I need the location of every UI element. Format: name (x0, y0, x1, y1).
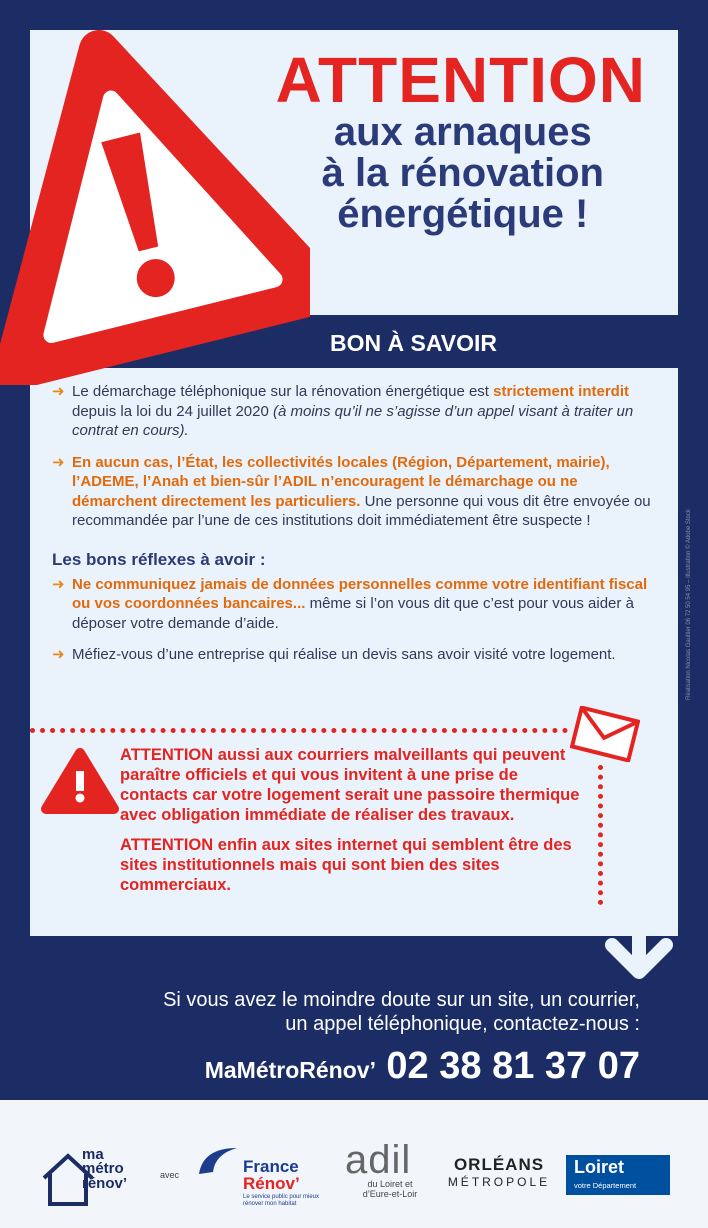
item-italic: (à moins qu’il ne s’agisse d’un appel visant à traiter un contrat en cours). (72, 402, 634, 439)
orleans-metropole-logo (444, 1155, 554, 1189)
item-text: même si l’on vous dit que c’est pour vous aider à déposer votre demande d’aide. (72, 595, 634, 632)
phone-line (205, 1045, 640, 1088)
item-highlight: strictement interdit (493, 383, 629, 400)
metropole-name: MÉTROPOLE (447, 1175, 551, 1189)
contact-brand: MaMétroRénov’ (204, 1057, 376, 1083)
small-warning-icon (40, 745, 120, 815)
list-item (52, 382, 662, 441)
arrow-right-icon: ➜ (52, 383, 65, 400)
arrow-right-icon: ➜ (52, 575, 65, 593)
adil-name: adil (345, 1138, 412, 1182)
mmr-line: métro (82, 1160, 124, 1178)
phone-number[interactable]: 02 38 81 37 07 (386, 1045, 640, 1087)
item-text: Une personne qui vous dit être envoyée ou recommandée par l’une de ces institutions doit immédiatement être suspecte ! (72, 492, 651, 529)
item-text: depuis la loi du 24 juillet 2020 (72, 402, 273, 420)
headline-line-3: énergétique ! (337, 191, 589, 236)
headline-title: ATTENTION (275, 44, 646, 116)
list-item (52, 575, 662, 634)
adil-logo (345, 1140, 435, 1200)
arrow-down-icon (604, 905, 674, 980)
item-highlight: Ne communiquez jamais de données personnelles comme votre identifiant fiscal ou vos coordonnées bancaires... (72, 575, 648, 613)
info-list (52, 382, 662, 677)
headline-line-2: à la rénovation (321, 150, 604, 195)
fr-line: Rénov’ (243, 1174, 300, 1193)
arrow-right-icon: ➜ (52, 646, 65, 664)
headline (275, 44, 646, 236)
contact-line-1: Si vous avez le moindre doute sur un site, un courrier, (163, 989, 640, 1011)
france-renov-name (243, 1158, 300, 1192)
loiret-logo (566, 1155, 670, 1195)
adil-sub-1: du Loiret et (367, 1179, 413, 1189)
alert-courriers: ATTENTION aussi aux courriers malveillants qui peuvent paraître officiels et qui vous invitent à une prise de contacts car votre logement serait une passoire thermique avec obligation immédiate de réaliser des travaux. (120, 746, 580, 825)
list-item (52, 645, 662, 665)
alert-sites: ATTENTION enfin aux sites internet qui semblent être des sites institutionnels mais qui sont bien des sites commerciaux. (120, 835, 572, 894)
avec-label: avec (160, 1170, 180, 1180)
section-title: BON À SAVOIR (330, 330, 497, 356)
credit-text: Réalisation Nicolas Gaultier 06 72 50 54 95 – Illustration © Adobe Stock (686, 509, 692, 700)
france-renov-tagline: Le service public pour mieux rénover mon habitat (243, 1194, 320, 1207)
arrow-right-icon: ➜ (52, 453, 65, 471)
mmr-line: rénov’ (82, 1174, 128, 1192)
alert-block (120, 745, 590, 904)
warning-triangle-icon (0, 25, 310, 385)
item-text: Méfiez-vous d’une entreprise qui réalise un devis sans avoir visité votre logement. (72, 646, 616, 664)
dotted-line (598, 765, 603, 905)
orleans-name: ORLÉANS (453, 1155, 545, 1174)
contact-line-2: un appel téléphonique, contactez-nous : (285, 1013, 640, 1035)
item-highlight: En aucun cas, l’État, les collectivités locales (Région, Département, mairie), l’ADEME, l’Anah et bien-sûr l’ADIL n’encouragent le démarchage ou ne démarchent directement les particuliers. (72, 453, 610, 510)
list-item (52, 453, 662, 531)
dotted-line (30, 728, 568, 733)
reflex-title: Les bons réflexes à avoir : (52, 549, 266, 569)
mametrorenov-logo (38, 1140, 158, 1210)
mmr-line: ma (82, 1146, 104, 1163)
fr-line: France (243, 1157, 299, 1176)
loiret-name: Loiret (574, 1157, 625, 1177)
headline-line-1: aux arnaques (333, 110, 592, 154)
mmr-text (82, 1148, 127, 1191)
contact-text (163, 988, 640, 1036)
france-renov-icon (195, 1142, 241, 1182)
adil-sub-2: d’Eure-et-Loir (362, 1188, 418, 1199)
item-text: Le démarchage téléphonique sur la rénovation énergétique est (72, 383, 494, 400)
loiret-sub: votre Département (574, 1181, 637, 1190)
